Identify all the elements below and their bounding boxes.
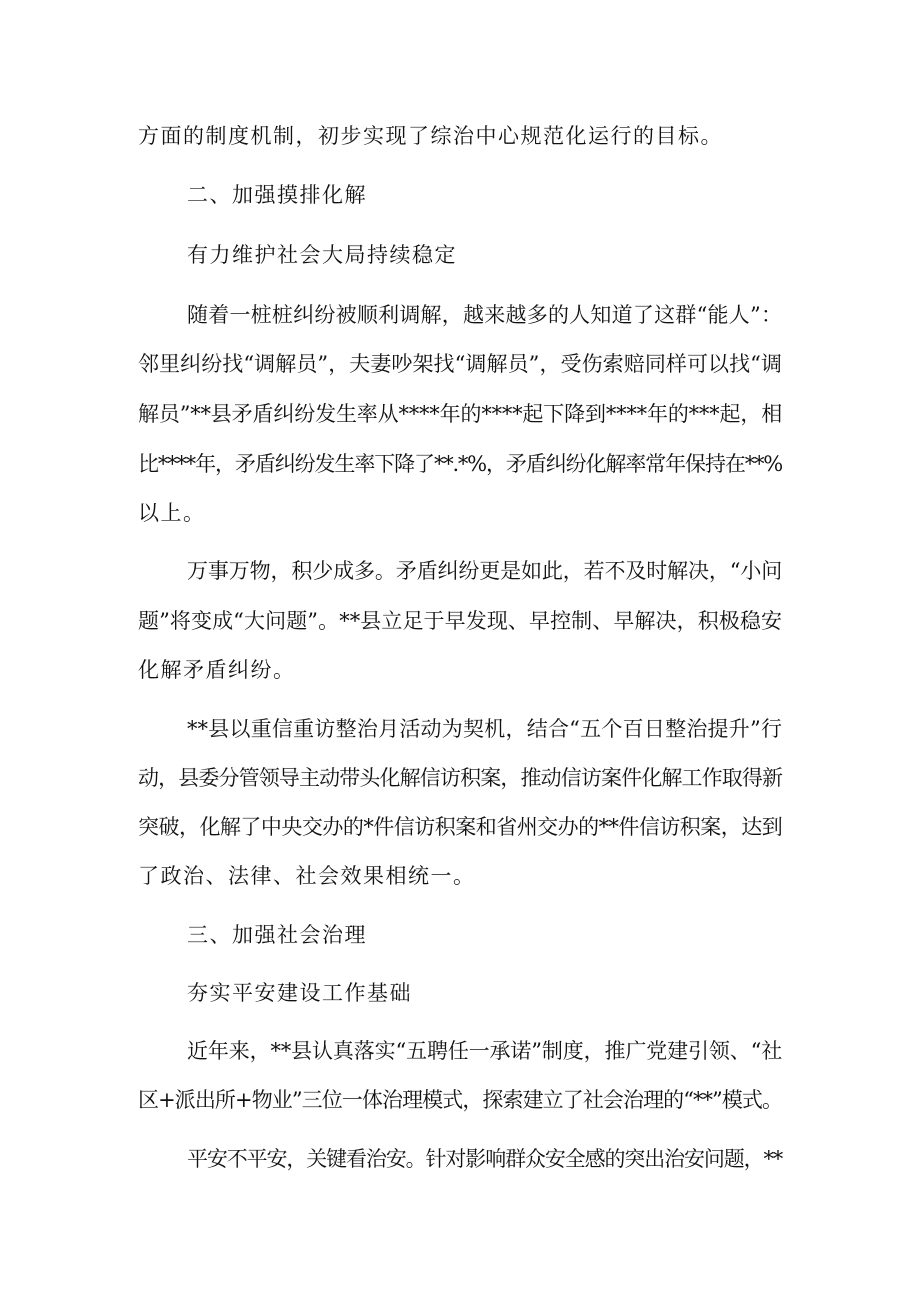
paragraph-line: 以上。 xyxy=(138,501,206,525)
paragraph-line: 比****年，矛盾纠纷发生率下降了**.*%，矛盾纠纷化解率常年保持在**% xyxy=(138,452,782,476)
paragraph-line: 区+派出所+物业”三位一体治理模式，探索建立了社会治理的“**”模式。 xyxy=(138,1088,782,1112)
paragraph-line: 动，县委分管领导主动带头化解信访积案，推动信访案件化解工作取得新 xyxy=(138,766,782,790)
section-subheading-3: 夯实平安建设工作基础 xyxy=(187,981,412,1005)
section-heading-3: 三、加强社会治理 xyxy=(187,923,367,947)
paragraph-line: 随着一桩桩纠纷被顺利调解，越来越多的人知道了这群“能人”： xyxy=(187,303,782,327)
paragraph-line: 解员”**县矛盾纠纷发生率从****年的****起下降到****年的***起，相 xyxy=(138,402,782,426)
paragraph-line: 近年来，**县认真落实“五聘任一承诺”制度，推广党建引领、“社 xyxy=(187,1039,782,1063)
paragraph-line: 万事万物，积少成多。矛盾纠纷更是如此，若不及时解决，“小问 xyxy=(187,559,782,583)
paragraph-line: **县以重信重访整治月活动为契机，结合“五个百日整治提升”行 xyxy=(187,717,782,741)
paragraph-line: 题”将变成“大问题”。**县立足于早发现、早控制、早解决，积极稳安 xyxy=(138,609,782,633)
paragraph-line: 邻里纠纷找“调解员”，夫妻吵架找“调解员”，受伤索赔同样可以找“调 xyxy=(138,352,782,376)
section-heading-2: 二、加强摸排化解 xyxy=(187,183,367,207)
paragraph-line: 平安不平安，关键看治安。针对影响群众安全感的突出治安问题，** xyxy=(187,1147,782,1171)
paragraph-line: 了政治、法律、社会效果相统一。 xyxy=(138,864,476,888)
paragraph-line: 化解矛盾纠纷。 xyxy=(138,658,296,682)
section-subheading-2: 有力维护社会大局持续稳定 xyxy=(187,243,457,267)
paragraph-line: 突破，化解了中央交办的*件信访积案和省州交办的**件信访积案，达到 xyxy=(138,815,782,839)
paragraph-line: 方面的制度机制，初步实现了综治中心规范化运行的目标。 xyxy=(138,124,723,148)
